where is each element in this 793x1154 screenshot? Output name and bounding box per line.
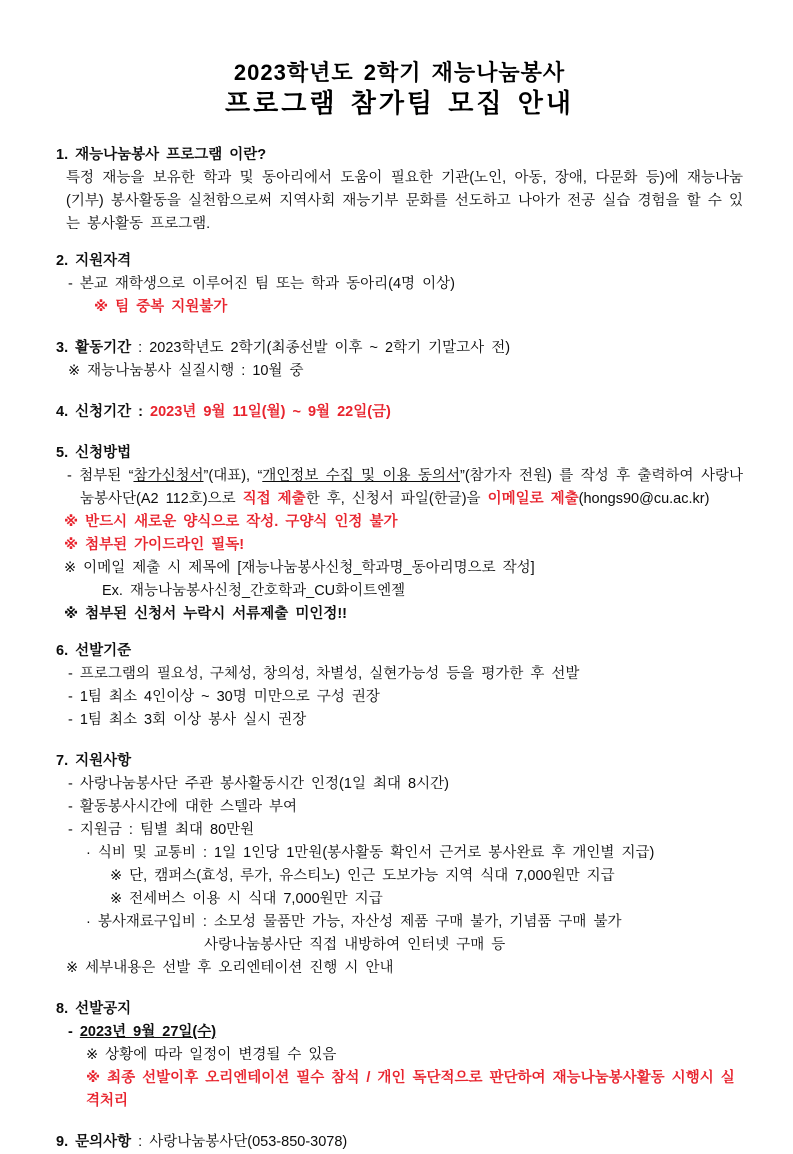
section-6-item: - 1팀 최소 4인이상 ~ 30명 미만으로 구성 권장 <box>68 689 380 705</box>
section-7-item: - 활동봉사시간에 대한 스텔라 부여 <box>68 799 298 815</box>
section-2-heading <box>56 250 743 273</box>
section-5-heading-text: 신청방법 <box>75 445 132 461</box>
section-4-number: 4. <box>56 404 69 420</box>
section-8-date-line <box>56 1021 743 1044</box>
section-8-heading-text: 선발공지 <box>75 1001 132 1017</box>
section-7-subnote-bus: ※ 전세버스 이용 시 식대 7,000원만 지급 <box>110 891 383 907</box>
section-7-sub-materials: · 봉사재료구입비 : 소모성 물품만 가능, 자산성 제품 구매 불가, 기념품 구매 불가 <box>86 914 622 930</box>
section-5-number: 5. <box>56 445 69 461</box>
section-3-activity-period <box>56 337 743 383</box>
section-7-sub-materials-cont: 사랑나눔봉사단 직접 내방하여 인터넷 구매 등 <box>204 937 506 953</box>
section-5-note-guideline: ※ 첨부된 가이드라인 필독! <box>64 537 245 553</box>
section-5-how-to-apply <box>56 442 743 626</box>
section-1-program-intro <box>56 144 743 236</box>
section-5-heading <box>56 442 743 465</box>
section-4-heading-text: 신청기간 <box>75 404 132 420</box>
section-5-item-submission <box>56 465 743 511</box>
section-6-heading-text: 선발기준 <box>75 643 132 659</box>
section-8-note-schedule: ※ 상황에 따라 일정이 변경될 수 있음 <box>86 1047 337 1063</box>
section-6-number: 6. <box>56 643 69 659</box>
section-7-sub-meal-transport: · 식비 및 교통비 : 1일 1인당 1만원(봉사활동 확인서 근거로 봉사완료 후 개인별 지급) <box>86 845 655 861</box>
privacy-consent-form-name: 개인정보 수집 및 이용 동의서 <box>262 468 460 484</box>
title-line-1: 2023학년도 2학기 재능나눔봉사 <box>233 60 566 85</box>
section-2-heading-text: 지원자격 <box>75 253 132 269</box>
section-9-number: 9. <box>56 1134 69 1150</box>
submission-text: 한 후, 신청서 파일(한글)을 <box>305 491 488 507</box>
section-9-heading-text: 문의사항 <box>75 1134 132 1150</box>
section-6-item: - 1팀 최소 3회 이상 봉사 실시 권장 <box>68 712 307 728</box>
section-5-note-new-form: ※ 반드시 새로운 양식으로 작성. 구양식 인정 불가 <box>64 514 398 530</box>
section-2-eligibility <box>56 250 743 319</box>
direct-submit-emphasis: 직접 제출 <box>242 491 306 507</box>
section-7-item: - 사랑나눔봉사단 주관 봉사활동시간 인정(1일 최대 8시간) <box>68 776 449 792</box>
section-3-heading-text: 활동기간 <box>75 340 132 356</box>
section-8-selection-announcement <box>56 998 743 1113</box>
section-5-email-subject-example: Ex. 재능나눔봉사신청_간호학과_CU화이트엔젤 <box>102 583 406 599</box>
section-3-heading-line <box>56 337 743 360</box>
section-6-item: - 프로그램의 필요성, 구체성, 창의성, 차별성, 실현가능성 등을 평가한 후 선발 <box>68 666 580 682</box>
section-4-application-period <box>56 401 743 424</box>
title-line-2: 프로그램 참가팀 모집 안내 <box>225 88 574 118</box>
announcement-date: 2023년 9월 27일(수) <box>79 1024 217 1040</box>
section-8-note-disqualification: ※ 최종 선발이후 오리엔테이션 필수 참석 / 개인 독단적으로 판단하여 재능나눔봉사활동 시행시 실격처리 <box>86 1070 735 1109</box>
section-3-note: ※ 재능나눔봉사 실질시행 : 10월 중 <box>68 363 304 379</box>
section-2-item: - 본교 재학생으로 이루어진 팀 또는 학과 동아리(4명 이상) <box>68 276 455 292</box>
submission-text: - 첨부된 “ <box>67 468 134 484</box>
section-7-heading-text: 지원사항 <box>75 753 132 769</box>
section-3-value: : 2023학년도 2학기(최종선발 이후 ~ 2학기 기말고사 전) <box>131 340 511 356</box>
date-dash: - <box>68 1024 80 1040</box>
section-1-body: 특정 재능을 보유한 학과 및 동아리에서 도움이 필요한 기관(노인, 아동, 장애, 다문화 등)에 재능나눔(기부) 봉사활동을 실천함으로써 지역사회 재능기부 문화를 선도하고 나아가 전공 실습 경험을 할 수 있는 봉사활동 프로그램. <box>66 170 743 232</box>
section-3-number: 3. <box>56 340 69 356</box>
section-1-number: 1. <box>56 147 69 163</box>
section-1-heading <box>56 144 743 167</box>
section-7-subnote-campus: ※ 단, 캠퍼스(효성, 루가, 유스티노) 인근 도보가능 지역 식대 7,000원만 지급 <box>110 868 615 884</box>
section-4-colon: : <box>131 404 151 420</box>
email-submit-emphasis: 이메일로 제출 <box>487 491 579 507</box>
section-7-heading <box>56 750 743 773</box>
section-2-warning: ※ 팀 중복 지원불가 <box>94 299 228 315</box>
submission-text: ”(대표), “ <box>203 468 263 484</box>
application-form-name: 참가신청서 <box>133 468 204 484</box>
submission-text: ”(참가자 전원) 를 작성 후 출력하여 사랑나눔봉사단(A2 112호)으로 <box>80 468 743 507</box>
section-9-heading-line <box>56 1131 743 1154</box>
section-8-heading <box>56 998 743 1021</box>
section-4-date-range: 2023년 9월 11일(월) ~ 9월 22일(금) <box>150 404 391 420</box>
email-address: (hongs90@cu.ac.kr) <box>578 491 710 507</box>
section-4-heading-line <box>56 401 743 424</box>
section-7-item: - 지원금 : 팀별 최대 80만원 <box>68 822 255 838</box>
section-5-note-email-subject: ※ 이메일 제출 시 제목에 [재능나눔봉사신청_학과명_동아리명으로 작성] <box>64 560 535 576</box>
section-5-note-missing-docs: ※ 첨부된 신청서 누락시 서류제출 미인정!! <box>64 606 348 622</box>
section-2-number: 2. <box>56 253 69 269</box>
contact-info: : 사랑나눔봉사단(053-850-3078) <box>131 1134 348 1150</box>
document-title <box>56 58 743 120</box>
section-7-orientation-note: ※ 세부내용은 선발 후 오리엔테이션 진행 시 안내 <box>66 960 394 976</box>
section-9-contact <box>56 1131 743 1154</box>
section-1-heading-text: 재능나눔봉사 프로그램 이란? <box>75 147 267 163</box>
section-7-number: 7. <box>56 753 69 769</box>
section-8-number: 8. <box>56 1001 69 1017</box>
section-6-heading <box>56 640 743 663</box>
section-6-selection-criteria <box>56 640 743 732</box>
section-7-support-details <box>56 750 743 980</box>
